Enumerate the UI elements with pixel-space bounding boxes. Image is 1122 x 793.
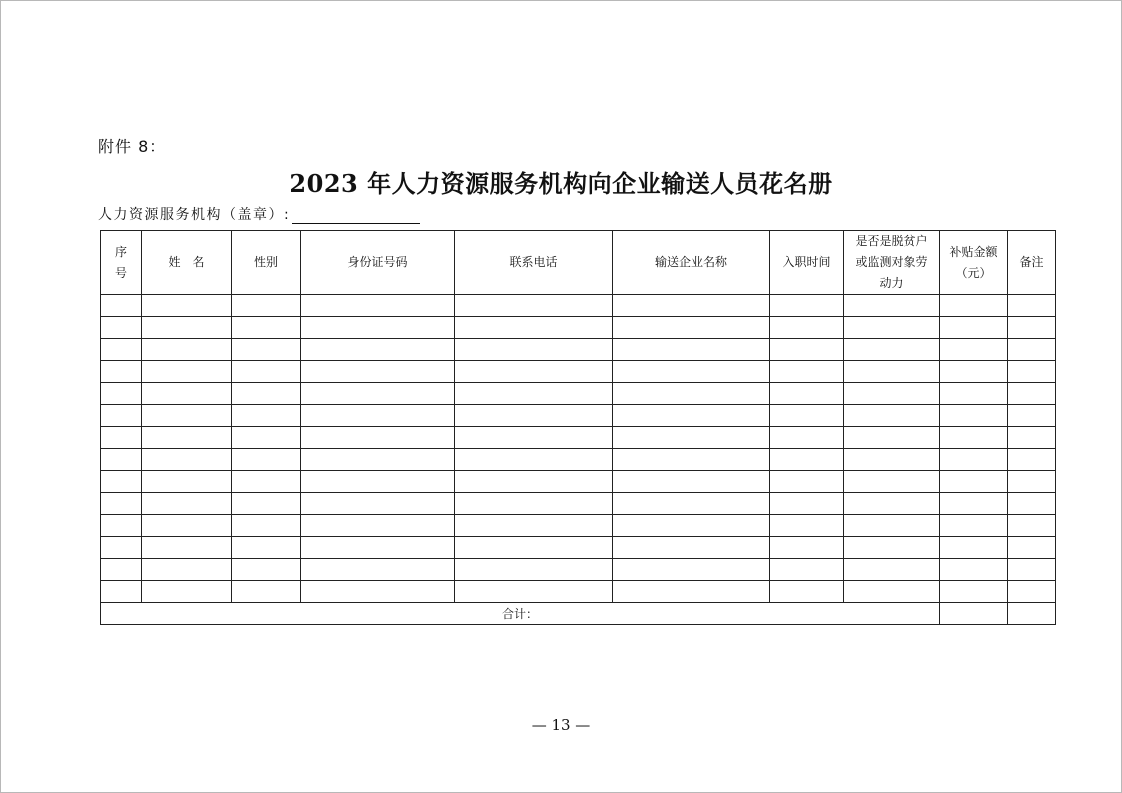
cell-name[interactable] <box>142 581 232 603</box>
cell-company[interactable] <box>613 493 770 515</box>
header-company <box>613 231 770 295</box>
header-gender-line1: 性别 <box>253 255 278 269</box>
header-hire-date-line1: 入职时间 <box>782 255 831 269</box>
cell-company[interactable] <box>613 405 770 427</box>
cell-poverty-status[interactable] <box>844 427 940 449</box>
cell-poverty-status[interactable] <box>844 383 940 405</box>
cell-hire-date[interactable] <box>770 383 844 405</box>
cell-seq[interactable] <box>101 559 142 581</box>
roster-body <box>101 295 1056 603</box>
cell-remarks[interactable] <box>1008 449 1056 471</box>
cell-name[interactable] <box>142 493 232 515</box>
header-company-line1: 输送企业名称 <box>654 255 727 269</box>
cell-gender[interactable] <box>232 383 301 405</box>
cell-remarks[interactable] <box>1008 361 1056 383</box>
cell-company[interactable] <box>613 317 770 339</box>
cell-gender[interactable] <box>232 559 301 581</box>
cell-id-number[interactable] <box>301 427 455 449</box>
cell-company[interactable] <box>613 295 770 317</box>
cell-remarks[interactable] <box>1008 339 1056 361</box>
header-subsidy-line1: 补贴金额 <box>949 244 998 259</box>
cell-hire-date[interactable] <box>770 405 844 427</box>
cell-id-number[interactable] <box>301 559 455 581</box>
cell-poverty-status[interactable] <box>844 361 940 383</box>
table-row <box>101 383 1056 405</box>
cell-name[interactable] <box>142 295 232 317</box>
header-remarks-line1: 备注 <box>1019 255 1044 269</box>
cell-name[interactable] <box>142 317 232 339</box>
cell-name[interactable] <box>142 405 232 427</box>
cell-seq[interactable] <box>101 537 142 559</box>
cell-name[interactable] <box>142 361 232 383</box>
cell-name[interactable] <box>142 471 232 493</box>
cell-subsidy[interactable] <box>940 361 1008 383</box>
header-seq <box>101 231 142 295</box>
header-phone <box>455 231 613 295</box>
cell-id-number[interactable] <box>301 471 455 493</box>
cell-gender[interactable] <box>232 317 301 339</box>
cell-name[interactable] <box>142 559 232 581</box>
cell-remarks[interactable] <box>1008 559 1056 581</box>
cell-subsidy[interactable] <box>940 581 1008 603</box>
cell-company[interactable] <box>613 537 770 559</box>
cell-hire-date[interactable] <box>770 493 844 515</box>
cell-poverty-status[interactable] <box>844 339 940 361</box>
cell-id-number[interactable] <box>301 339 455 361</box>
cell-remarks[interactable] <box>1008 383 1056 405</box>
cell-phone[interactable] <box>455 471 613 493</box>
cell-hire-date[interactable] <box>770 515 844 537</box>
cell-phone[interactable] <box>455 493 613 515</box>
cell-poverty-status[interactable] <box>844 405 940 427</box>
cell-remarks[interactable] <box>1008 295 1056 317</box>
cell-name[interactable] <box>142 427 232 449</box>
cell-gender[interactable] <box>232 493 301 515</box>
cell-seq[interactable] <box>101 471 142 493</box>
table-row <box>101 559 1056 581</box>
cell-remarks[interactable] <box>1008 515 1056 537</box>
table-row <box>101 471 1056 493</box>
header-poverty-status-line3: 动力 <box>879 276 904 290</box>
header-poverty-status <box>844 231 940 295</box>
cell-phone[interactable] <box>455 559 613 581</box>
cell-hire-date[interactable] <box>770 449 844 471</box>
cell-remarks[interactable] <box>1008 405 1056 427</box>
cell-company[interactable] <box>613 339 770 361</box>
cell-name[interactable] <box>142 537 232 559</box>
cell-subsidy[interactable] <box>940 427 1008 449</box>
cell-id-number[interactable] <box>301 405 455 427</box>
cell-poverty-status[interactable] <box>844 493 940 515</box>
cell-poverty-status[interactable] <box>844 559 940 581</box>
cell-name[interactable] <box>142 383 232 405</box>
total-subsidy-cell[interactable] <box>940 603 1008 625</box>
cell-gender[interactable] <box>232 449 301 471</box>
cell-company[interactable] <box>613 383 770 405</box>
table-row <box>101 361 1056 383</box>
cell-seq[interactable] <box>101 493 142 515</box>
cell-hire-date[interactable] <box>770 295 844 317</box>
cell-name[interactable] <box>142 339 232 361</box>
table-row <box>101 581 1056 603</box>
page-number: — 13 — <box>531 716 591 734</box>
cell-gender[interactable] <box>232 471 301 493</box>
cell-remarks[interactable] <box>1008 581 1056 603</box>
header-id-number-line1: 身份证号码 <box>347 255 408 269</box>
cell-poverty-status[interactable] <box>844 449 940 471</box>
cell-id-number[interactable] <box>301 581 455 603</box>
cell-seq[interactable] <box>101 515 142 537</box>
cell-name[interactable] <box>142 515 232 537</box>
cell-company[interactable] <box>613 581 770 603</box>
cell-id-number[interactable] <box>301 317 455 339</box>
cell-hire-date[interactable] <box>770 339 844 361</box>
table-row <box>101 515 1056 537</box>
cell-hire-date[interactable] <box>770 317 844 339</box>
header-id-number <box>301 231 455 295</box>
cell-company[interactable] <box>613 449 770 471</box>
table-row <box>101 405 1056 427</box>
header-phone-line1: 联系电话 <box>509 255 558 269</box>
attachment-label: 附件 8： <box>98 137 167 156</box>
cell-name[interactable] <box>142 449 232 471</box>
cell-gender[interactable] <box>232 295 301 317</box>
cell-phone[interactable] <box>455 537 613 559</box>
cell-poverty-status[interactable] <box>844 537 940 559</box>
header-name <box>142 231 232 295</box>
cell-seq[interactable] <box>101 449 142 471</box>
cell-phone[interactable] <box>455 405 613 427</box>
cell-gender[interactable] <box>232 339 301 361</box>
cell-seq[interactable] <box>101 317 142 339</box>
cell-seq[interactable] <box>101 581 142 603</box>
header-gender <box>232 231 301 295</box>
cell-gender[interactable] <box>232 427 301 449</box>
cell-company[interactable] <box>613 515 770 537</box>
cell-phone[interactable] <box>455 427 613 449</box>
cell-remarks[interactable] <box>1008 317 1056 339</box>
table-row <box>101 449 1056 471</box>
cell-subsidy[interactable] <box>940 449 1008 471</box>
document-title: 2023 年人力资源服务机构向企业输送人员花名册 <box>289 169 833 198</box>
table-row <box>101 537 1056 559</box>
cell-seq[interactable] <box>101 361 142 383</box>
cell-remarks[interactable] <box>1008 493 1056 515</box>
cell-subsidy[interactable] <box>940 339 1008 361</box>
cell-phone[interactable] <box>455 383 613 405</box>
cell-poverty-status[interactable] <box>844 515 940 537</box>
header-seq-line2: 号 <box>114 265 127 280</box>
cell-subsidy[interactable] <box>940 471 1008 493</box>
organization-label: 人力资源服务机构（盖章）: <box>98 207 291 223</box>
header-subsidy-line2: （元） <box>955 265 992 280</box>
cell-phone[interactable] <box>455 317 613 339</box>
cell-seq[interactable] <box>101 405 142 427</box>
cell-phone[interactable] <box>455 295 613 317</box>
total-row <box>101 603 1056 625</box>
cell-subsidy[interactable] <box>940 405 1008 427</box>
table-row <box>101 295 1056 317</box>
cell-id-number[interactable] <box>301 383 455 405</box>
header-remarks <box>1008 231 1056 295</box>
cell-id-number[interactable] <box>301 515 455 537</box>
cell-subsidy[interactable] <box>940 559 1008 581</box>
cell-phone[interactable] <box>455 339 613 361</box>
cell-hire-date[interactable] <box>770 537 844 559</box>
cell-gender[interactable] <box>232 405 301 427</box>
table-row <box>101 427 1056 449</box>
cell-hire-date[interactable] <box>770 427 844 449</box>
cell-hire-date[interactable] <box>770 471 844 493</box>
cell-company[interactable] <box>613 427 770 449</box>
cell-poverty-status[interactable] <box>844 317 940 339</box>
header-poverty-status-line1: 是否是脱贫户 <box>855 234 928 248</box>
header-name-line1: 姓 名 <box>168 255 205 269</box>
total-remarks-cell[interactable] <box>1008 603 1056 625</box>
cell-phone[interactable] <box>455 449 613 471</box>
cell-id-number[interactable] <box>301 361 455 383</box>
total-label: 合计： <box>101 603 940 625</box>
organization-seal-line <box>98 204 420 224</box>
cell-seq[interactable] <box>101 383 142 405</box>
cell-seq[interactable] <box>101 427 142 449</box>
cell-hire-date[interactable] <box>770 581 844 603</box>
header-row <box>101 231 1056 295</box>
cell-id-number[interactable] <box>301 493 455 515</box>
cell-seq[interactable] <box>101 339 142 361</box>
cell-poverty-status[interactable] <box>844 295 940 317</box>
cell-hire-date[interactable] <box>770 559 844 581</box>
header-hire-date <box>770 231 844 295</box>
cell-phone[interactable] <box>455 361 613 383</box>
cell-remarks[interactable] <box>1008 471 1056 493</box>
cell-gender[interactable] <box>232 581 301 603</box>
cell-subsidy[interactable] <box>940 515 1008 537</box>
cell-poverty-status[interactable] <box>844 471 940 493</box>
cell-subsidy[interactable] <box>940 317 1008 339</box>
header-subsidy <box>940 231 1008 295</box>
cell-hire-date[interactable] <box>770 361 844 383</box>
table-row <box>101 317 1056 339</box>
cell-id-number[interactable] <box>301 449 455 471</box>
cell-id-number[interactable] <box>301 295 455 317</box>
cell-subsidy[interactable] <box>940 537 1008 559</box>
cell-seq[interactable] <box>101 295 142 317</box>
cell-subsidy[interactable] <box>940 493 1008 515</box>
cell-company[interactable] <box>613 471 770 493</box>
cell-gender[interactable] <box>232 515 301 537</box>
cell-phone[interactable] <box>455 581 613 603</box>
cell-remarks[interactable] <box>1008 427 1056 449</box>
cell-subsidy[interactable] <box>940 383 1008 405</box>
cell-poverty-status[interactable] <box>844 581 940 603</box>
roster-table <box>100 230 1056 625</box>
cell-id-number[interactable] <box>301 537 455 559</box>
header-seq-line1: 序 <box>114 244 127 259</box>
cell-gender[interactable] <box>232 537 301 559</box>
cell-gender[interactable] <box>232 361 301 383</box>
cell-remarks[interactable] <box>1008 537 1056 559</box>
cell-company[interactable] <box>613 559 770 581</box>
table-row <box>101 493 1056 515</box>
header-poverty-status-line2: 或监测对象劳 <box>855 255 928 269</box>
organization-blank-field[interactable] <box>292 209 420 224</box>
cell-phone[interactable] <box>455 515 613 537</box>
cell-company[interactable] <box>613 361 770 383</box>
cell-subsidy[interactable] <box>940 295 1008 317</box>
table-row <box>101 339 1056 361</box>
